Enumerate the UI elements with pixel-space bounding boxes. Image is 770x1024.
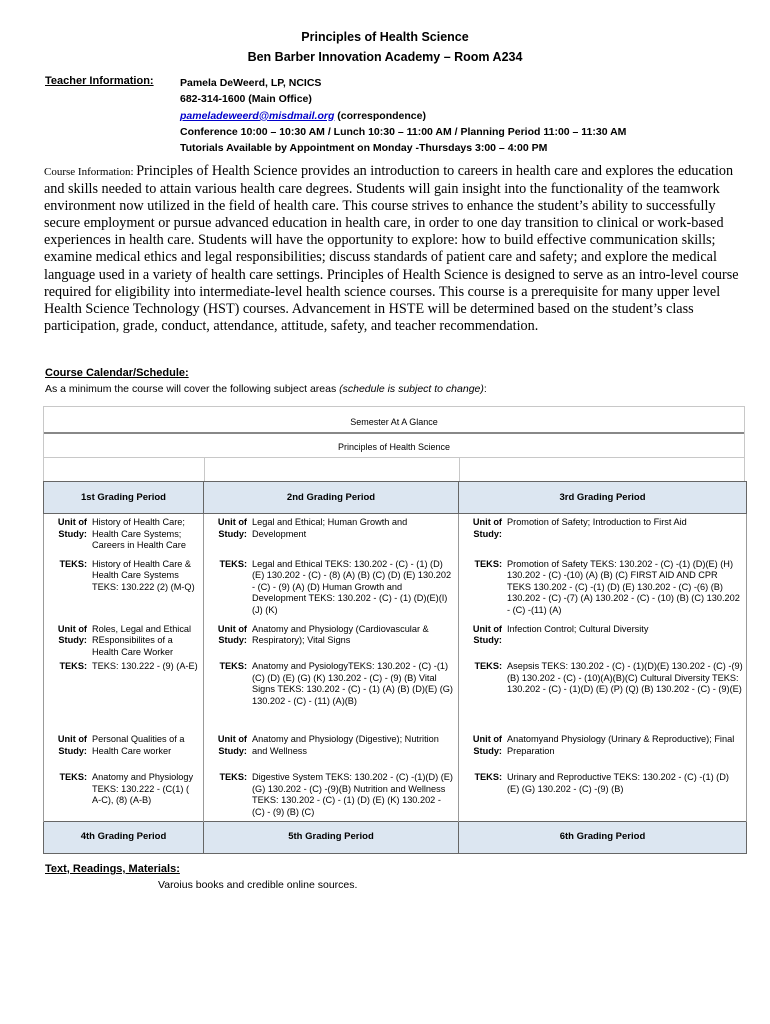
table-row: TEKS: Anatomy and Physiology TEKS: 130.222 - (C(1) ( A-C), (8) (A-B) TEKS: Digestive System TEKS: 130.202 - (C) -(1)(D) (E) (G) 130.202 - (C) -(9)(B) Nutrition and Wellness TEKS: 130.202 - (C) - (1) (D) (E) (K) 130.202 - (C) - (9) (B) (C) TEKS: Urinary and Reproductive TEKS: 130.202 - (C) -(1) (D) (E) (G) 130.202 - (C) -(9) (B) [44, 769, 747, 821]
materials-heading: Text, Readings, Materials: [45, 863, 180, 875]
calendar-intro: As a minimum the course will cover the following subject areas (schedule is subject to change): [45, 383, 487, 395]
course-info-text: Principles of Health Science provides an introduction to careers in health care and explores the education and skills needed to attain various health care degrees. Students will gain insight into the functionality of the teamwork environment now utilized in the field of health care. This course strives to enhance the student’s ability to successfully secure employment or pursue advanced education in health care, in order to one day transition to clinical or work-based experiences in health care. Students will have the opportunity to explore: how to build effective communication skills; examine medical ethics and legal responsibilities; discuss standards of patient care and safety; and explore the medical language used in a variety of health care settings. Principles of Health Science is designed to serve as an intro-level course required for eligibility into intermediate-level health science courses. This course is a prerequisite for many upper level Health Science Technology (HST) courses. Advancement in HSTE will be determined based on the student’s class participation, grade, conduct, attendance, attitude, safety, and teacher recommendation. [44, 163, 739, 334]
teks-cell: Urinary and Reproductive TEKS: 130.202 - (C) -(1) (D) (E) (G) 130.202 - (C) -(9) (B) [507, 772, 729, 794]
header-period-6: 6th Grading Period [459, 821, 747, 853]
header-period-1: 1st Grading Period [44, 482, 204, 514]
glance-title: Semester At A Glance [350, 417, 438, 427]
unit-cell: Anatomy and Physiology (Cardiovascular & Respiratory); Vital Signs [252, 623, 429, 646]
unit-cell: Roles, Legal and Ethical REsponsibilites of a Health Care Worker [92, 623, 192, 657]
document-title: Principles of Health Science [301, 30, 469, 44]
unit-cell: Promotion of Safety; Introduction to First Aid [507, 517, 687, 527]
teks-cell: TEKS: 130.222 - (9) (A-E) [92, 661, 198, 672]
table-footer-row [44, 821, 747, 853]
glance-subtitle: Principles of Health Science [337, 442, 451, 452]
materials-text: Varoius books and credible online sources. [158, 879, 358, 891]
unit-cell: Legal and Ethical; Human Growth and Development [252, 517, 408, 539]
table-row: TEKS: TEKS: 130.222 - (9) (A-E) TEKS: Anatomy and PysiologyTEKS: 130.202 - (C) -(1) (C) (D) (E) (G) (K) 130.202 - (C) - (9) (B) Vital Signs TEKS: 130.202 - (C) - (1) (A) (B) (D)(E) (G) 130.202 - (C) - (11) (A)(B) TEKS: Asepsis TEKS: 130.202 - (C) - (1)(D)(E) 130.202 - (C) -(9) (B) 130.202 - (C) - (10)(A)(B)(C) Cultural Diversity TEKS: 130.202 - (C) - (1)(D) (E) (P) (Q) (B) 130.202 - (C) - (9)(E) [44, 658, 747, 731]
table-row: TEKS: History of Health Care & Health Care Systems TEKS: 130.222 (2) (M-Q) TEKS: Legal and Ethical TEKS: 130.202 - (C) - (1) (D) (E) 130.202 - (C) - (8) (A) (B) (C) (D) (E) 130.202 - (C) - (9) (A) (D) Human Growth and Development TEKS: 130.202 - (C) - (1) (D)(E)(I) (J) (K) TEKS: Promotion of Safety TEKS: 130.202 - (C) -(1) (D)(E) (H) 130.202 - (C) -(10) (A) (B) (C) FIRST AID AND CPR TEKS 130.202 - (C) -(1) (D) (E) 130.202 - (C) -(6) (B) 130.202 - (C) -(7) (A) 130.202 - (C) - (10) (B) (C) 130.202 - (C) -(11) (A) [44, 556, 747, 621]
table-row: Unit of Study: History of Health Care; Health Care Systems; Careers in Health Care Unit of Study: Legal and Ethical; Human Growth and Development Unit of Study: Promotion of Safety; Introduction to First Aid [44, 514, 747, 556]
teacher-info-label: Teacher Information: [45, 75, 154, 87]
teks-cell: Digestive System TEKS: 130.202 - (C) -(1)(D) (E) (G) 130.202 - (C) -(9)(B) Nutrition and Wellness TEKS: 130.202 - (C) - (1) (D) (E) (K) 130.202 - (C) - (9) (B) (C) [252, 772, 453, 818]
teacher-phone: 682-314-1600 (Main Office) [180, 93, 312, 106]
header-period-3: 3rd Grading Period [459, 482, 747, 514]
course-information: Course Information: Principles of Health Science provides an introduction to careers in health care and explores the education and skills needed to attain various health care degrees. Students will gain insight into the functionality of the teamwork environment now utilized in the field of health care. This course strives to enhance the student’s ability to successfully secure employment or pursue advanced education in health care, in order to one day transition to clinical or work-based experiences in health care. Students will have the opportunity to explore: how to build effective communication skills; examine medical ethics and legal responsibilities; discuss standards of patient care and safety; and explore the medical language used in a variety of health care settings. Principles of Health Science is designed to serve as an intro-level course required for eligibility into intermediate-level health science courses. This course is a prerequisite for many upper level Health Science Technology (HST) courses. Advancement in HSTE will be determined based on the student’s class participation, grade, conduct, attendance, attitude, safety, and teacher recommendation. [44, 163, 739, 334]
teacher-email-note: (correspondence) [334, 109, 426, 122]
teacher-tutorials: Tutorials Available by Appointment on Monday -Thursdays 3:00 – 4:00 PM [180, 142, 548, 155]
unit-cell: Anatomyand Physiology (Urinary & Reproductive); Final Preparation [507, 734, 735, 756]
teacher-email-line [180, 108, 626, 124]
glance-box [43, 406, 745, 482]
teacher-info [180, 75, 626, 156]
teks-cell: Promotion of Safety TEKS: 130.202 - (C) -(1) (D)(E) (H) 130.202 - (C) -(10) (A) (B) (C) FIRST AID AND CPR TEKS 130.202 - (C) -(1) (D) (E) 130.202 - (C) -(6) (B) 130.202 - (C) -(7) (A) 130.202 - (C) - (10) (B) (C) 130.202 - (C) -(11) (A) [507, 558, 740, 615]
document-subtitle: Ben Barber Innovation Academy – Room A234 [247, 50, 523, 64]
teks-cell: Legal and Ethical TEKS: 130.202 - (C) - (1) (D) (E) 130.202 - (C) - (8) (A) (B) (C) (D) (E) 130.202 - (C) - (9) (A) (D) Human Growth and Development TEKS: 130.202 - (C) - (1) (D)(E)(I) (J) (K) [252, 558, 452, 615]
teacher-name: Pamela DeWeerd, LP, NCICS [180, 77, 322, 89]
table-row: Unit of Study: Roles, Legal and Ethical REsponsibilites of a Health Care Worker Unit of Study: Anatomy and Physiology (Cardiovascular & Respiratory); Vital Signs Unit of Study: Infection Control; Cultural Diversity [44, 621, 747, 659]
table-row: Unit of Study: Personal Qualities of a Health Care worker Unit of Study: Anatomy and Physiology (Digestive); Nutrition and Wellness Unit of Study: Anatomyand Physiology (Urinary & Reproductive); Final Preparation [44, 731, 747, 769]
unit-cell: Personal Qualities of a Health Care worker [92, 734, 185, 756]
header-period-5: 5th Grading Period [204, 821, 459, 853]
course-info-label: Course Information [44, 166, 131, 178]
table-header-row [44, 482, 747, 514]
teks-cell: Anatomy and PysiologyTEKS: 130.202 - (C) -(1) (C) (D) (E) (G) (K) 130.202 - (C) - (9) (B) Vital Signs TEKS: 130.202 - (C) - (1) (A) (B) (D)(E) (G) 130.202 - (C) - (11) (A)(B) [252, 661, 453, 707]
unit-cell: Anatomy and Physiology (Digestive); Nutrition and Wellness [252, 734, 439, 756]
unit-cell: Infection Control; Cultural Diversity [507, 623, 649, 634]
teacher-email-link[interactable]: pameladeweerd@misdmail.org [180, 109, 335, 122]
teks-cell: Anatomy and Physiology TEKS: 130.222 - (C(1) ( A-C), (8) (A-B) [92, 772, 194, 806]
grading-periods-table [43, 481, 747, 854]
unit-cell: History of Health Care; Health Care Systems; Careers in Health Care [92, 517, 186, 551]
header-period-2: 2nd Grading Period [204, 482, 459, 514]
calendar-heading: Course Calendar/Schedule: [45, 367, 189, 379]
teks-cell: History of Health Care & Health Care Systems TEKS: 130.222 (2) (M-Q) [92, 558, 195, 592]
teacher-schedule: Conference 10:00 – 10:30 AM / Lunch 10:30 – 11:00 AM / Planning Period 11:00 – 11:30 AM [180, 125, 627, 138]
header-period-4: 4th Grading Period [44, 821, 204, 853]
teks-cell: Asepsis TEKS: 130.202 - (C) - (1)(D)(E) 130.202 - (C) -(9) (B) 130.202 - (C) - (10)(A)(B)(C) Cultural Diversity TEKS: 130.202 - (C) - (1)(D) (E) (P) (Q) (B) 130.202 - (C) - (9)(E) [507, 661, 743, 695]
